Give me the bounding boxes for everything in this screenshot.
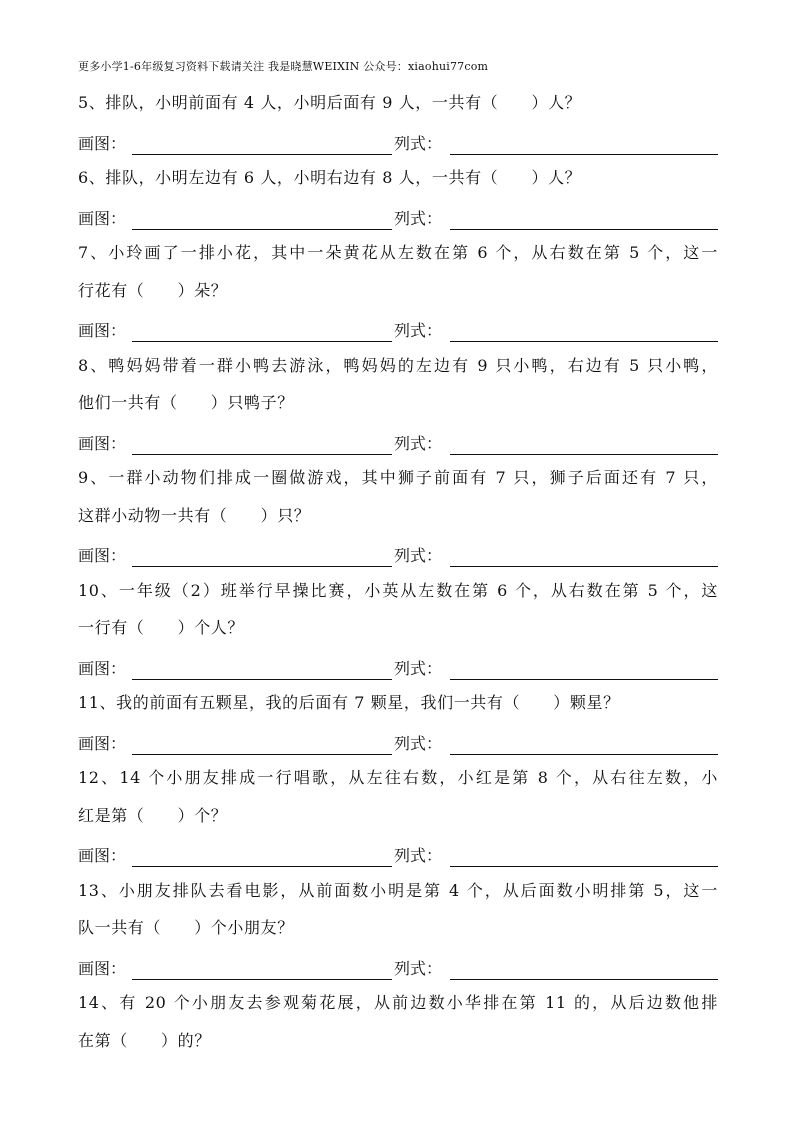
question-text-cont: 红是第（ ）个？ (78, 805, 228, 825)
formula-answer-line[interactable] (450, 754, 718, 755)
draw-label: 画图： (78, 433, 127, 453)
question-text-cont: 行花有（ ）朵？ (78, 280, 228, 300)
answer-row-5 (78, 122, 718, 160)
question-5 (78, 84, 718, 122)
formula-answer-line[interactable] (450, 341, 718, 342)
formula-answer-line[interactable] (450, 979, 718, 980)
answer-row-10 (78, 647, 718, 685)
answer-row-6 (78, 197, 718, 235)
formula-answer-line[interactable] (450, 154, 718, 155)
draw-answer-line[interactable] (132, 866, 392, 867)
question-text: 9、一群小动物们排成一圈做游戏，其中狮子前面有 7 只，狮子后面还有 7 只， (78, 468, 718, 487)
question-6 (78, 159, 718, 197)
question-10 (78, 572, 718, 647)
answer-row-8 (78, 422, 718, 460)
question-7 (78, 234, 718, 309)
question-text-cont: 队一共有（ ）个小朋友？ (78, 918, 294, 937)
draw-answer-line[interactable] (132, 154, 392, 155)
formula-label: 列式： (394, 658, 443, 678)
question-8 (78, 347, 718, 422)
question-11 (78, 684, 718, 722)
question-text: 10、一年级（2）班举行早操比赛，小英从左数在第 6 个，从右数在第 5 个，这 (78, 580, 718, 600)
formula-answer-line[interactable] (450, 566, 718, 567)
question-text: 6、排队，小明左边有 6 人，小明右边有 8 人，一共有（ ）人？ (78, 168, 582, 187)
answer-row-12 (78, 834, 718, 872)
answer-row-7 (78, 309, 718, 347)
draw-label: 画图： (78, 658, 127, 678)
question-text: 8、鸭妈妈带着一群小鸭去游泳，鸭妈妈的左边有 9 只小鸭，右边有 5 只小鸭， (78, 355, 718, 375)
draw-label: 画图： (78, 546, 127, 565)
question-text: 5、排队，小明前面有 4 人，小明后面有 9 人，一共有（ ）人？ (78, 93, 582, 112)
draw-label: 画图： (78, 733, 127, 753)
draw-label: 画图： (78, 321, 127, 340)
question-text-cont: 在第（ ）的？ (78, 1030, 211, 1050)
draw-label: 画图： (78, 133, 127, 153)
question-text-cont: 他们一共有（ ）只鸭子？ (78, 393, 294, 412)
formula-answer-line[interactable] (450, 679, 718, 680)
draw-label: 画图： (78, 846, 127, 865)
question-14 (78, 984, 718, 1059)
question-text: 11、我的前面有五颗星，我的后面有 7 颗星，我们一共有（ ）颗星？ (78, 693, 620, 712)
question-text-cont: 一行有（ ）个人？ (78, 618, 245, 637)
draw-answer-line[interactable] (132, 979, 392, 980)
draw-answer-line[interactable] (132, 679, 392, 680)
draw-answer-line[interactable] (132, 566, 392, 567)
formula-label: 列式： (394, 133, 443, 153)
formula-label: 列式： (394, 846, 443, 865)
draw-answer-line[interactable] (132, 229, 392, 230)
question-text: 13、小朋友排队去看电影，从前面数小明是第 4 个，从后面数小明排第 5，这一 (78, 880, 718, 900)
draw-answer-line[interactable] (132, 341, 392, 342)
formula-answer-line[interactable] (450, 229, 718, 230)
formula-label: 列式： (394, 546, 443, 565)
formula-label: 列式： (394, 321, 443, 340)
draw-answer-line[interactable] (132, 454, 392, 455)
draw-label: 画图： (78, 208, 127, 228)
draw-label: 画图： (78, 958, 127, 978)
draw-answer-line[interactable] (132, 754, 392, 755)
formula-label: 列式： (394, 433, 443, 453)
answer-row-13 (78, 947, 718, 985)
question-13 (78, 872, 718, 947)
formula-answer-line[interactable] (450, 866, 718, 867)
question-text: 14、有 20 个小朋友去参观菊花展，从前边数小华排在第 11 的，从后边数他排 (78, 993, 718, 1012)
worksheet (78, 84, 718, 1059)
page-header: 更多小学1-6年级复习资料下载请关注 我是晓慧WEIXIN 公众号：xiaohui77com (78, 60, 489, 73)
answer-row-11 (78, 722, 718, 760)
question-12 (78, 759, 718, 834)
question-text-cont: 这群小动物一共有（ ）只？ (78, 505, 311, 525)
question-text: 7、小玲画了一排小花，其中一朵黄花从左数在第 6 个，从右数在第 5 个，这一 (78, 243, 718, 262)
formula-label: 列式： (394, 208, 443, 228)
formula-answer-line[interactable] (450, 454, 718, 455)
formula-label: 列式： (394, 733, 443, 753)
formula-label: 列式： (394, 958, 443, 978)
answer-row-9 (78, 534, 718, 572)
question-text: 12、14 个小朋友排成一行唱歌，从左往右数，小红是第 8 个，从右往左数，小 (78, 768, 718, 787)
question-9 (78, 459, 718, 534)
